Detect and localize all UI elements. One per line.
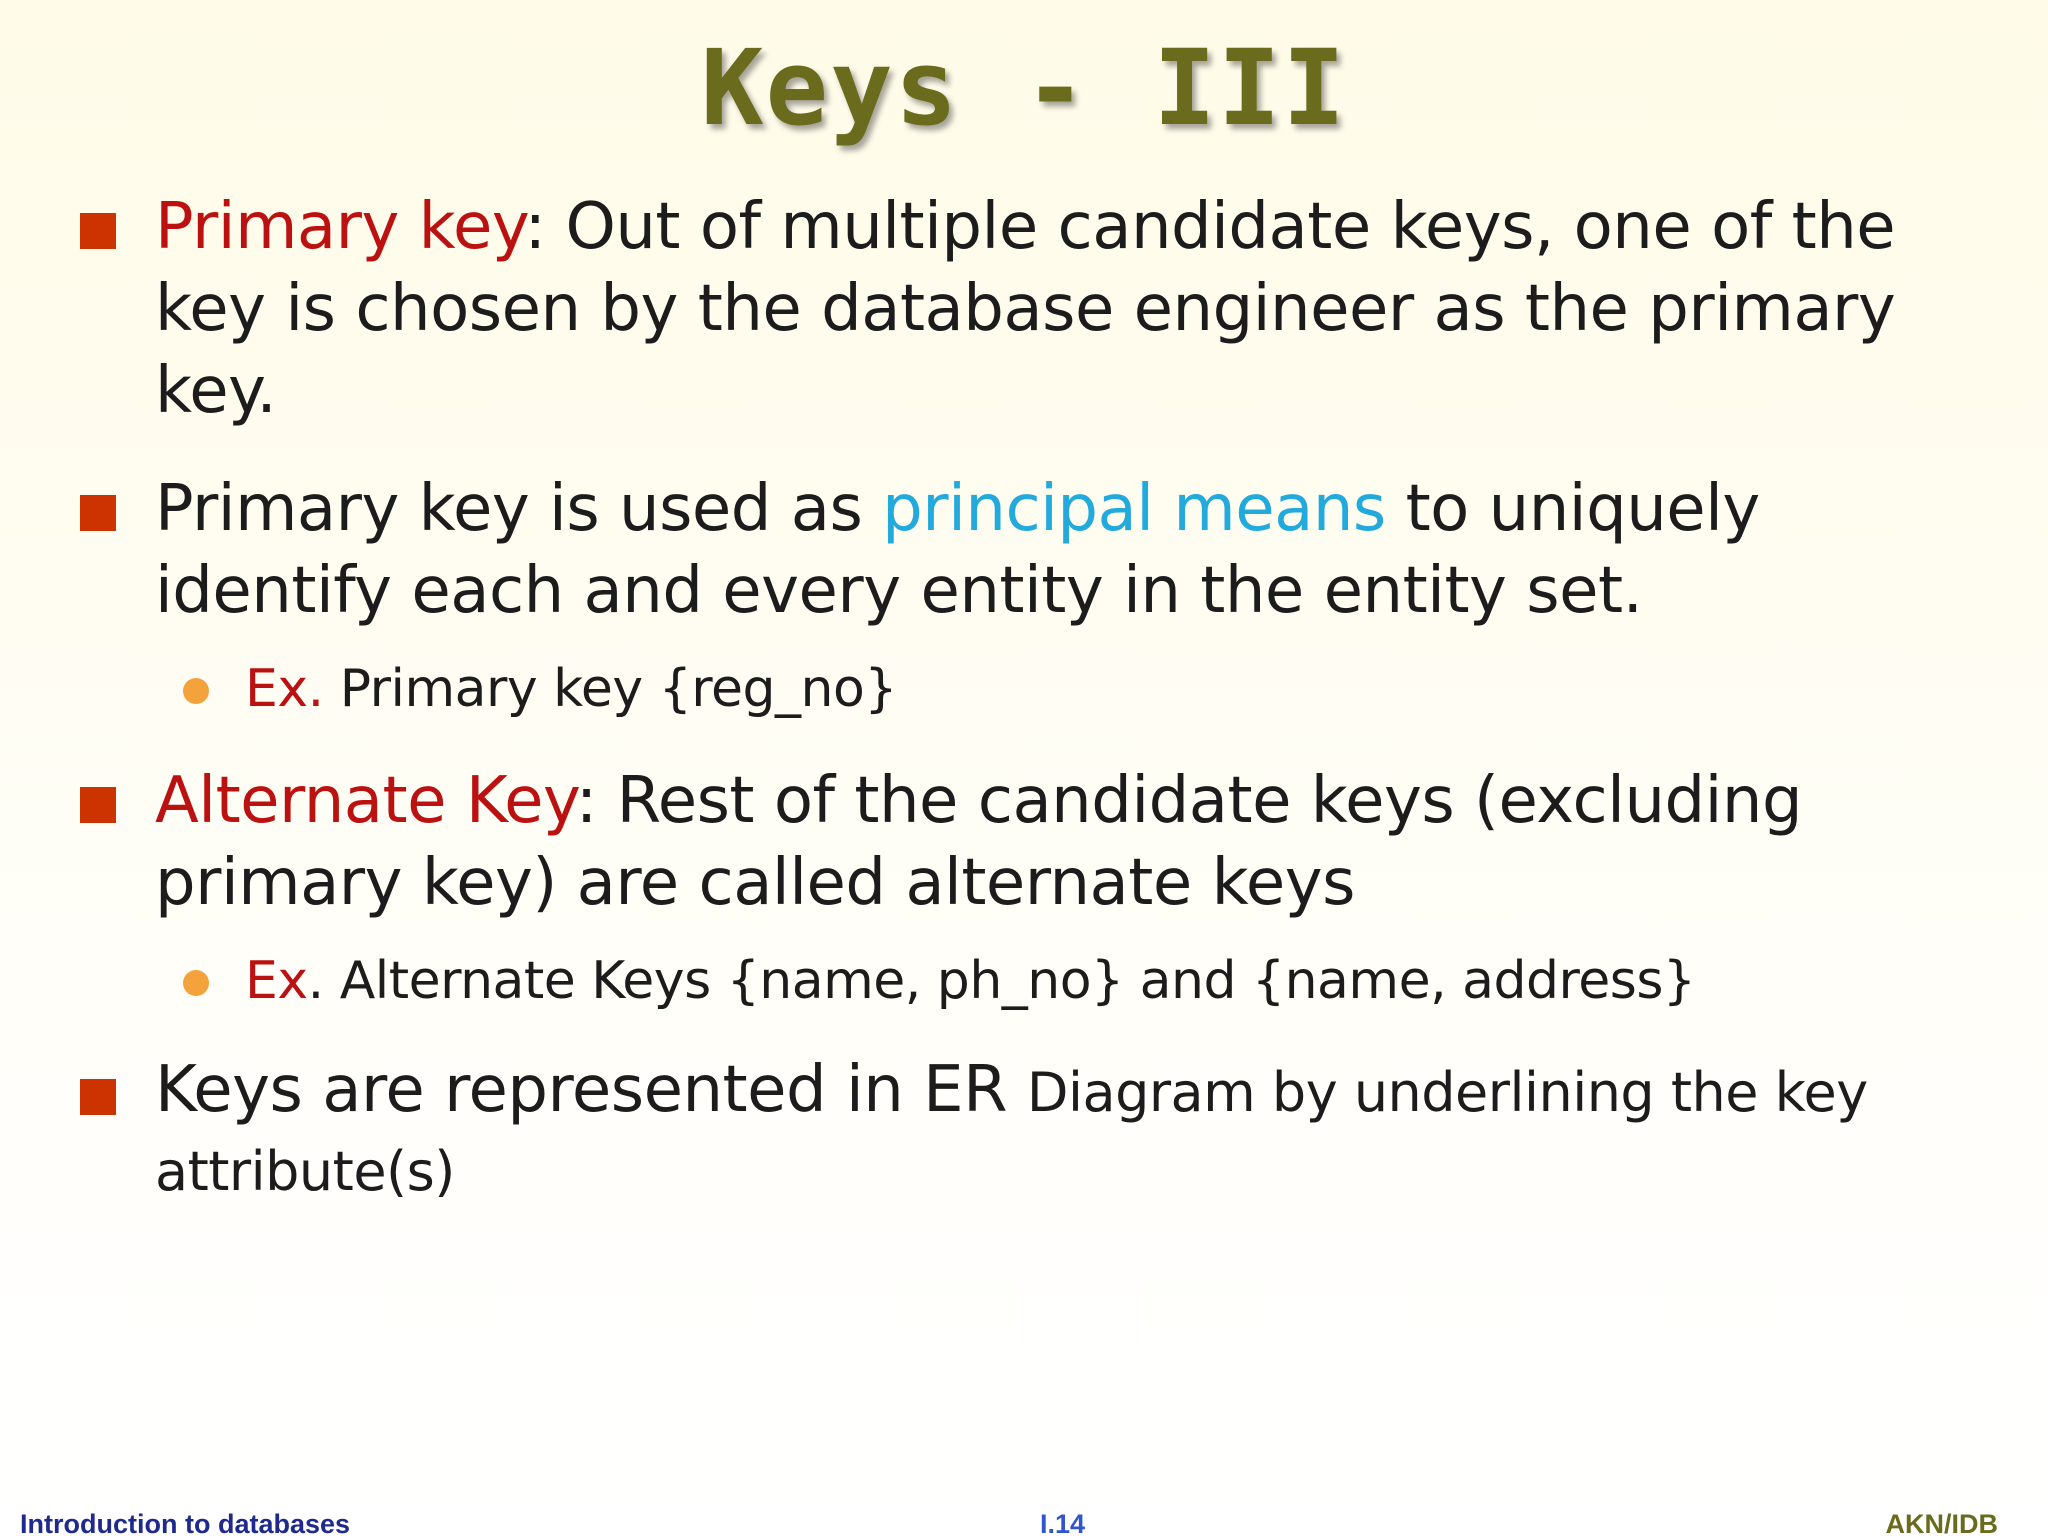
bullet-principal-means (80, 468, 2010, 632)
footer-author: AKN/IDB (1885, 1509, 1998, 1536)
square-bullet-icon (80, 787, 116, 823)
bullet-text-before: Primary key is used as (155, 472, 883, 546)
term-primary-key: Primary key (155, 190, 525, 264)
bullet-text: : Out of multiple candidate keys, one of the key is chosen by the database engineer as the primary key. (155, 190, 1896, 428)
circle-bullet-icon (183, 970, 209, 996)
example-label: Ex (245, 951, 308, 1011)
footer-slide-number: I.14 (1040, 1509, 1086, 1536)
example-primary-key (80, 654, 2010, 724)
slide-title: Keys - III (700, 27, 1348, 149)
example-text: . Alternate Keys {name, ph_no} and {name, address} (307, 951, 1696, 1011)
term-alternate-key: Alternate Key (155, 764, 576, 838)
square-bullet-icon (80, 495, 116, 531)
bullet-text-after: to uniquely identify each and every entity in the entity set. (155, 472, 1760, 628)
example-text: Primary key {reg_no} (323, 659, 897, 719)
bullet-primary-key (80, 186, 2010, 432)
square-bullet-icon (80, 1079, 116, 1115)
bullet-text-large: Keys are represented in ER (155, 1053, 1027, 1127)
bullet-er-diagram (80, 1052, 2010, 1210)
footer-course-title: Introduction to databases (20, 1509, 351, 1536)
slide-content (80, 186, 2010, 1246)
circle-bullet-icon (183, 678, 209, 704)
bullet-text-small: Diagram by underlining the key attribute(s) (155, 1061, 1868, 1203)
bullet-alternate-key (80, 760, 2010, 924)
example-alternate-keys (80, 946, 2010, 1016)
example-label: Ex. (245, 659, 324, 719)
highlight-principal-means: principal means (882, 472, 1386, 546)
bullet-text: : Rest of the candidate keys (excluding primary key) are called alternate keys (155, 764, 1803, 920)
square-bullet-icon (80, 213, 116, 249)
